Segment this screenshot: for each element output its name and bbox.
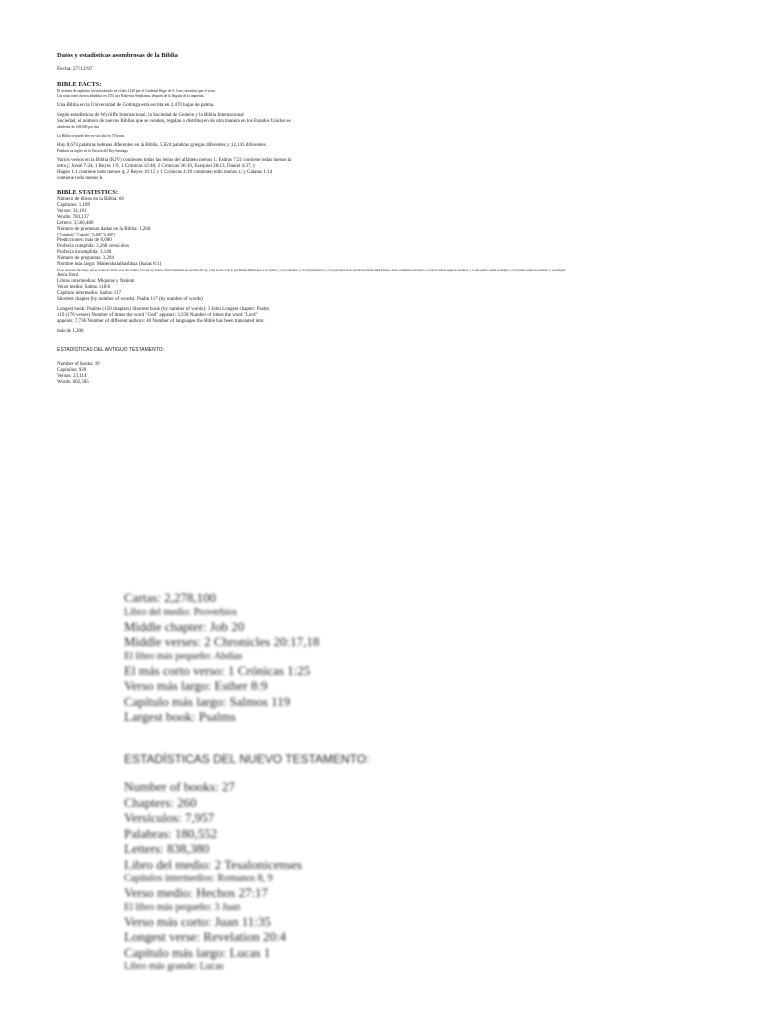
nt-line: Libro del medio: 2 Tesalonicenses — [124, 856, 302, 872]
facts-paragraph: Según estadísticas de Wycliffe Internacional, la Sociedad de Gedeón y la Biblia Internacional — [57, 113, 244, 118]
stats-line: Versos: 31,101 — [57, 209, 87, 214]
stats-line: Capítulos: 1,189 — [57, 203, 91, 208]
nt-line: Palabras: 180,552 — [124, 825, 218, 841]
old-testament-blurred-section — [124, 590, 319, 725]
bible-statistics-heading: BIBLE STATISTICS: — [57, 189, 118, 196]
stats-paragraph: Longest book: Psalms (150 chapters) Shortest book (by number of words): 3 John Longest chapter: Psalm — [57, 307, 270, 312]
ot-blurred-line: Largest book: Psalms — [124, 709, 236, 724]
facts-paragraph: Sociedad, el número de nuevas Biblias que se venden, regalan o distribuyen de otra manera en los Estados Unidos es — [57, 119, 291, 124]
facts-paragraph: La Biblia se puede leer en voz alta en 70 horas. — [57, 134, 125, 138]
stats-line: Número de promesas dadas en la Biblia: 1,260 — [57, 227, 151, 232]
stats-line: Shortest chapter (by number of words): Psalm 117 (by number of words) — [57, 297, 203, 302]
nt-line: Capítulo más largo: Lucas 1 — [124, 944, 271, 960]
nt-line: Libro más grande: Lucas — [124, 961, 224, 972]
nt-line: El libro más pequeño: 3 Juan — [124, 901, 241, 913]
stats-line: Predicciones: más de 8,000 — [57, 238, 112, 243]
facts-paragraph: El sistema de capítulos fue introducido en el año 1238 por el Cardenal Hugo de S. Caro, mientras que el verso — [57, 89, 216, 93]
facts-paragraph: contiene todo menos k. — [57, 176, 104, 181]
ot-line: Words: 602,585 — [57, 380, 89, 385]
stats-line: Verso medio: Salmo 118:8 — [57, 285, 111, 290]
facts-paragraph: Hageo 1:1 contiene todo menos q; 2 Reyes 16:15 y 1 Crónicas 4:10 contienen todo menos z; y Gálatas 1:14 — [57, 170, 273, 175]
document-date: Fecha: 27/12/97 — [57, 66, 93, 72]
facts-paragraph: Una Biblia en la Universidad de Gottinga está escrita en 2,470 hojas de palma. — [57, 103, 215, 108]
stats-paragraph: más de 1,200 — [57, 329, 84, 334]
ot-blurred-line: Verso más largo: Esther 8:9 — [124, 678, 268, 693]
stats-line: Letters: 3,566,480 — [57, 221, 94, 226]
nt-line: Capítulos intermedios: Romanos 8, 9 — [124, 873, 273, 884]
document-title: Datos y estadísticas asombrosas de la Biblia — [57, 52, 178, 59]
nt-line: Verso más corto: Juan 11:35 — [124, 913, 271, 929]
document-readable-section — [57, 52, 697, 386]
facts-paragraph: alrededor de 168,000 por día. — [57, 125, 100, 129]
stats-paragraph: 119 (176 verses) Number of times the word "God" appears: 3,358 Number of times the word "Lord" — [57, 313, 258, 318]
ot-line: Number of books: 39 — [57, 362, 100, 367]
nt-line: Number of books: 27 — [124, 779, 235, 794]
ot-blurred-line: El libro más pequeño: Abdías — [124, 650, 243, 662]
nt-line: Versículos: 7,957 — [124, 810, 215, 825]
ot-blurred-line: Middle verses: 2 Chronicles 20:17,18 — [124, 634, 320, 649]
new-testament-heading: ESTADÍSTICAS DEL NUEVO TESTAMENTO: — [124, 752, 370, 766]
facts-paragraph: Palabras en inglés en la Versión del Rey Santiago — [57, 149, 128, 153]
old-testament-heading: ESTADÍSTICAS DEL ANTIGUO TESTAMENTO: — [57, 347, 164, 353]
stats-line: Capítulo intermedio: Salmo 117 — [57, 291, 122, 296]
stats-line: Profecía cumplida: 3,268 versículos — [57, 244, 129, 249]
ot-line: Versos: 23,114 — [57, 374, 87, 379]
ot-blurred-line: Capítulo más largo: Salmos 119 — [124, 693, 291, 709]
new-testament-section — [124, 752, 369, 973]
facts-paragraph: Las notaciones fueron añadidas en 1551 por Robertus Stephanus, después de la llegada de la imprenta. — [57, 94, 205, 98]
ot-line: Capítulos: 929 — [57, 368, 87, 373]
bible-facts-heading: BIBLE FACTS: — [57, 81, 102, 88]
ot-blurred-line: El más corto verso: 1 Crónicas 1:25 — [124, 662, 311, 678]
stats-line: Nombre más largo: Mahershalalhashbaz (Isaías 8:1) — [57, 262, 162, 267]
stats-line: Libros intermedios: Miqueas y Nahum — [57, 279, 135, 284]
ot-blurred-line: Libro del medio: Proverbios — [124, 606, 238, 618]
facts-paragraph: Hay 8,674 palabras hebreas diferentes en la Biblia, 5,624 palabras griegas diferentes y 12,143 diferentes. — [57, 143, 267, 148]
stats-note: ("Comando","Cuando","6,468","6,468") — [57, 233, 116, 237]
facts-paragraph: Varios versos en la Biblia (KJV) contienen todas las letras del alfabeto menos 1: Esdras 7:21 contiene todas menos la — [57, 158, 292, 163]
stats-paragraph: appears: 7,736 Number of different authors: 40 Number of languages the Bible has been translated into: — [57, 319, 265, 324]
stats-line: Número de preguntas: 3,294 — [57, 256, 114, 261]
longest-verse-text: El elo versículo más largo: que es el mes de Sivan, en el año veinte y tres del rey Asuero; fueron llamados los escribas del rey, y fue escrito todo lo que Mandó Mardoqueo a los judíos, y a los principes, y a los gobernadores, y a los principes de las provincias desde India Etiopía, ciento veintisiete provincias, a cada provincia según su escritura, y a cada pueblo según su lengua, y a los judíos según su escritura, y a su lengua. — [57, 268, 566, 272]
ot-blurred-line: Middle chapter: Job 20 — [124, 618, 245, 634]
nt-line: Longest verse: Revelation 20:4 — [124, 929, 287, 944]
stats-line: Número de libros en la Biblia: 66 — [57, 197, 124, 202]
facts-paragraph: letra j; Josué 7:24, 1 Reyes 1:9, 1 Crónicas 12:40, 2 Crónicas 36:10, Ezequiel 28:13, Daniel 4:37, y — [57, 164, 256, 169]
nt-line: Chapters: 260 — [124, 794, 197, 810]
stats-line: Jesús lloró — [57, 273, 79, 278]
stats-line: Words: 783,137 — [57, 215, 89, 220]
ot-blurred-line: Cartas: 2,278,100 — [124, 590, 217, 605]
nt-line: Verso medio: Hechos 27:17 — [124, 885, 269, 900]
nt-line: Letters: 838,380 — [124, 841, 210, 856]
stats-line: Profecía incumplida: 3,140 — [57, 250, 112, 255]
